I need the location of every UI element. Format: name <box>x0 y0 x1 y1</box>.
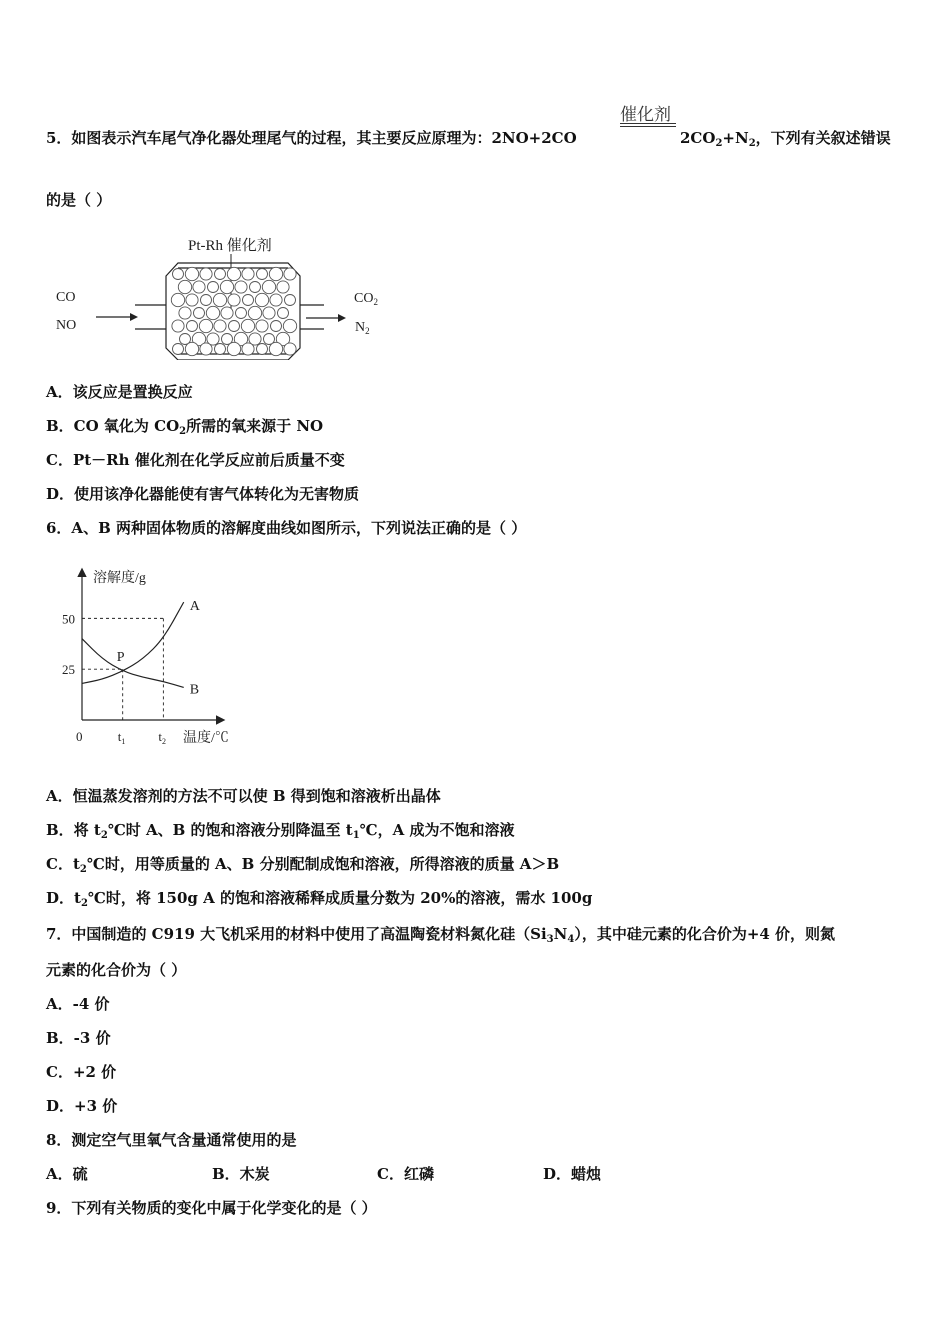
catalyst-pellet <box>269 267 282 280</box>
series-label-a: A <box>189 599 200 615</box>
catalyst-pellet <box>228 294 240 306</box>
solubility-chart <box>55 560 255 755</box>
q7-sub2: 4 <box>567 934 575 945</box>
catalyst-pellet <box>199 319 212 332</box>
q5-stem-line1-right <box>680 128 891 154</box>
x-tick-label: $t_2$ <box>158 729 167 746</box>
q9-stem: 9．下列有关物质的变化中属于化学变化的是（ ） <box>46 1199 377 1217</box>
catalyst-pellet <box>243 295 254 306</box>
q6-b-mid: ℃时 A、B 的饱和溶液分别降温至 t <box>107 821 353 839</box>
q5-option-a: A．该反应是置换反应 <box>46 383 193 401</box>
x-tick-label: $t_1$ <box>117 729 126 746</box>
q5-stem-line1 <box>46 128 577 148</box>
y-axis-label: 溶解度/g <box>93 571 146 586</box>
q7-stem-mid: N <box>553 925 568 943</box>
figure-in-co: CO <box>56 290 76 305</box>
catalyst-pellet <box>263 307 275 319</box>
q6-d-pre: D．t <box>46 889 81 907</box>
catalyst-pellet <box>241 319 254 332</box>
q5-option-b <box>46 416 323 442</box>
figure-in-no: NO <box>56 318 77 333</box>
catalyst-pellet <box>173 269 184 280</box>
catalyst-pellet <box>186 294 198 306</box>
catalyst-pellet <box>270 294 282 306</box>
catalyst-pellet <box>185 342 198 355</box>
q8-option-c: C．红磷 <box>377 1165 434 1183</box>
q6-d-post: ℃时，将 150g A 的饱和溶液稀释成质量分数为 20%的溶液，需水 100g <box>87 889 593 907</box>
q6-b-sub2: 1 <box>352 830 360 841</box>
x-tick-label: 0 <box>76 729 83 744</box>
q5-stem-line2: 的是（ ） <box>46 191 112 209</box>
catalyst-pellet <box>179 307 191 319</box>
catalyst-pellet <box>227 267 240 280</box>
q6-option-c <box>46 854 559 880</box>
catalyst-pellet <box>285 295 296 306</box>
q6-option-b <box>46 820 515 846</box>
q5-b-post: 所需的氧来源于 NO <box>186 417 324 435</box>
q7-sub: 3 <box>546 934 554 945</box>
catalyst-pellet <box>235 281 247 293</box>
intersection-label-p: P <box>116 650 125 666</box>
q6-c-post: ℃时，用等质量的 A、B 分别配制成饱和溶液，所得溶液的质量 A＞B <box>86 855 560 873</box>
catalyst-pellet <box>250 282 261 293</box>
catalyst-pellet <box>173 344 184 355</box>
q6-d-sub: 2 <box>80 898 88 909</box>
catalyst-label: 催化剂 <box>620 105 671 125</box>
catalyst-pellet <box>269 342 282 355</box>
catalyst-pellet <box>262 280 275 293</box>
catalyst-pellet <box>171 293 184 306</box>
q6-option-d <box>46 888 592 914</box>
catalyst-pellet <box>185 267 198 280</box>
figure-catalyst-label: Pt-Rh 催化剂 <box>188 238 272 254</box>
catalyst-pellet <box>215 344 226 355</box>
catalyst-pellet <box>255 293 268 306</box>
q8-option-d: D．蜡烛 <box>543 1165 602 1183</box>
guide-lines <box>82 618 163 720</box>
catalyst-pellet <box>213 293 226 306</box>
q7-stem-post: ），其中硅元素的化合价为+4 价，则氮 <box>574 925 836 943</box>
q8-option-b: B．木炭 <box>212 1165 270 1183</box>
catalyst-pellet <box>277 281 289 293</box>
catalyst-pellet <box>200 268 212 280</box>
catalyst-pellet <box>248 306 261 319</box>
catalyst-pellet <box>200 343 212 355</box>
catalyst-pellet <box>178 280 191 293</box>
curve-a <box>82 602 184 683</box>
catalyst-pellet <box>208 282 219 293</box>
q6-c-pre: C．t <box>46 855 80 873</box>
catalyst-pellet <box>187 321 198 332</box>
catalyst-pellet <box>283 319 296 332</box>
q7-stem-pre: 7．中国制造的 C919 大飞机采用的材料中使用了高温陶瓷材料氮化硅（Si <box>46 925 547 943</box>
q5-product-n2: +N <box>722 129 749 147</box>
q6-option-a: A．恒温蒸发溶剂的方法不可以使 B 得到饱和溶液析出晶体 <box>46 787 441 805</box>
q7-stem-line2: 元素的化合价为（ ） <box>46 961 187 979</box>
q7-option-d: D．+3 价 <box>46 1097 118 1115</box>
q5-stem-b-post: ，下列有关叙述错误 <box>755 129 891 147</box>
catalyst-pellet <box>278 308 289 319</box>
catalytic-converter-figure <box>48 230 398 360</box>
catalyst-pellet <box>227 342 240 355</box>
catalyst-pellet <box>206 306 219 319</box>
q8-stem: 8．测定空气里氧气含量通常使用的是 <box>46 1131 297 1149</box>
catalyst-pellet <box>194 308 205 319</box>
x-axis-label: 温度/℃ <box>183 731 229 746</box>
catalyst-pellet <box>172 320 184 332</box>
curves <box>82 599 201 697</box>
catalyst-pellet <box>236 308 247 319</box>
catalyst-pellet <box>242 268 254 280</box>
inlet-arrow <box>96 313 138 321</box>
q5-product-co2: 2CO <box>680 129 716 147</box>
figure-out-co2: $CO_2$ <box>354 291 378 307</box>
series-label-b: B <box>189 682 200 698</box>
catalyst-pellet <box>257 344 268 355</box>
y-tick-label: 25 <box>62 662 75 678</box>
catalyst-pellet <box>214 320 226 332</box>
catalyst-pellet <box>284 343 296 355</box>
q5-option-c: C．Pt－Rh 催化剂在化学反应前后质量不变 <box>46 451 345 469</box>
q7-option-b: B．-3 价 <box>46 1029 111 1047</box>
q6-stem: 6．A、B 两种固体物质的溶解度曲线如图所示，下列说法正确的是（ ） <box>46 519 527 537</box>
q7-stem-line1 <box>46 924 835 950</box>
catalyst-pellet <box>257 269 268 280</box>
q5-option-d: D．使用该净化器能使有害气体转化为无害物质 <box>46 485 360 503</box>
catalyst-pellet <box>256 320 268 332</box>
catalyst-pellet <box>221 307 233 319</box>
catalyst-pellet <box>215 269 226 280</box>
reaction-arrow-line-2 <box>620 126 676 127</box>
reaction-arrow-line <box>620 123 676 124</box>
q6-b-sub: 2 <box>100 830 108 841</box>
q6-b-pre: B．将 t <box>46 821 101 839</box>
q8-option-a: A．硫 <box>46 1165 88 1183</box>
q5-stem-a: 5．如图表示汽车尾气净化器处理尾气的过程，其主要反应原理为：2NO+2CO <box>46 129 577 147</box>
catalyst-pellet <box>229 321 240 332</box>
catalyst-pellet <box>193 281 205 293</box>
catalyst-pellet <box>284 268 296 280</box>
q5-b-pre: B．CO 氧化为 CO <box>46 417 180 435</box>
q5-b-sub: 2 <box>179 426 187 437</box>
q7-option-a: A．-4 价 <box>46 995 110 1013</box>
q7-option-c: C．+2 价 <box>46 1063 117 1081</box>
catalyst-pellet <box>271 321 282 332</box>
catalyst-pellet <box>201 295 212 306</box>
q5-sub2: 2 <box>748 138 756 149</box>
catalyst-pellet <box>242 343 254 355</box>
figure-out-n2: $N_2$ <box>355 320 370 336</box>
catalyst-pellets <box>171 267 296 355</box>
outlet-arrow <box>306 314 346 322</box>
q6-c-sub: 2 <box>79 864 87 875</box>
catalyst-pellet <box>220 280 233 293</box>
y-tick-label: 50 <box>62 611 75 627</box>
q6-b-post: ℃，A 成为不饱和溶液 <box>359 821 515 839</box>
q5-sub: 2 <box>715 138 723 149</box>
